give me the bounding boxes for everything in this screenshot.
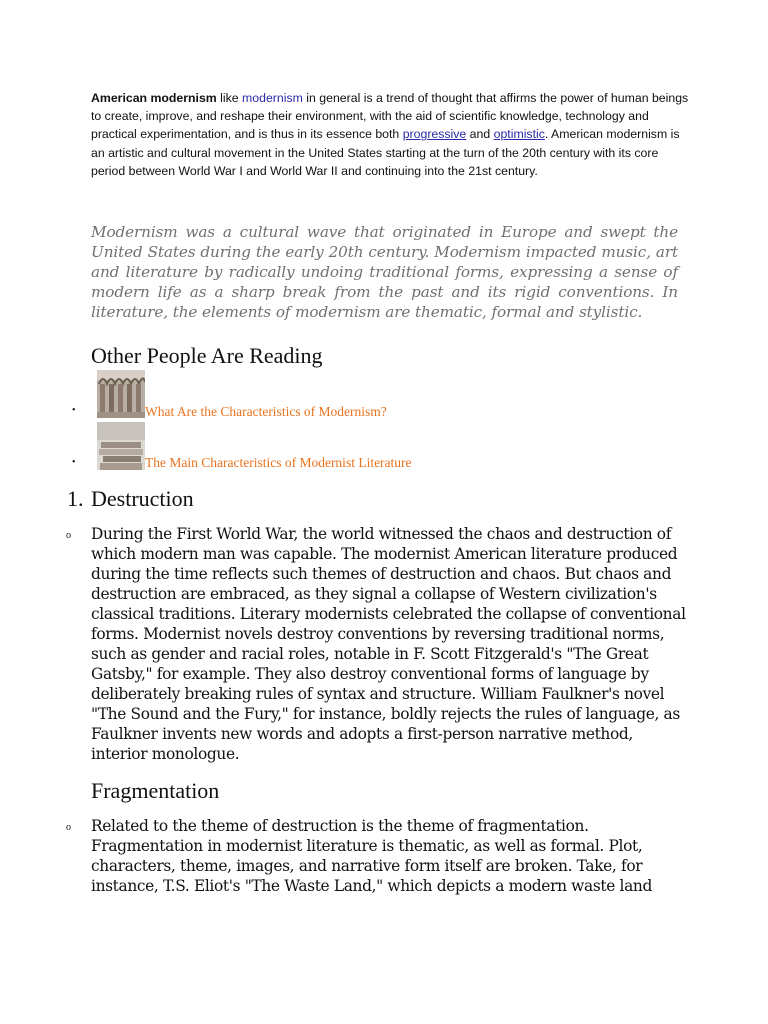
optimistic-link[interactable]: optimistic [493,127,545,142]
intro-text-2: in general is a trend of thought that affirms the power of human beings to create, improve, and reshape their environment, with the aid of scientific knowledge, technology and practical experimentation, and is thus in its essence both [91,91,689,142]
section-heading-fragmentation: Fragmentation [91,778,220,803]
intro-text-3: and [466,127,494,142]
circle-bullet: o [66,822,71,833]
circle-bullet: o [66,530,71,541]
intro-text-4: . American modernism is an artistic and cultural movement in the United States starting at the turn of the 20th century with its core period between World War I and World War II and continuing into the 21st century. [91,127,680,178]
related-article-item[interactable] [0,370,700,422]
section-heading-destruction: Destruction [91,486,194,511]
modernism-link[interactable]: modernism [242,91,303,105]
intro-lead-bold: American modernism [91,91,217,105]
intro-paragraph [91,89,691,180]
related-article-link[interactable]: What Are the Characteristics of Modernism? [145,404,387,419]
other-reading-heading: Other People Are Reading [91,343,323,368]
intro-text-1: like [216,91,243,105]
related-article-link[interactable]: The Main Characteristics of Modernist Literature [145,455,412,470]
fragmentation-paragraph: Related to the theme of destruction is the theme of fragmentation. Fragmentation in modernist literature is thematic, as well as formal. Plot, characters, theme, images, and narrative form itself are broken. Take, for instance, T.S. Eliot's "The Waste Land," which depicts a modern waste land [91,817,652,895]
books-photo-icon[interactable] [97,422,145,470]
columns-photo-icon[interactable] [97,370,145,418]
related-article-item[interactable] [0,422,700,474]
bullet-glyph: • [72,457,76,468]
bullet-glyph: • [72,405,76,416]
progressive-link[interactable]: progressive [402,127,467,142]
summary-quote: Modernism was a cultural wave that originated in Europe and swept the United States during the early 20th century. Modernism impacted music, art and literature by radically undoing traditional forms, expressing a sense of modern life as a sharp break from the past and its rigid conventions. In literature, the elements of modernism are thematic, formal and stylistic. [91,223,678,321]
section-number: 1. [67,486,84,511]
destruction-paragraph: During the First World War, the world witnessed the chaos and destruction of which modern man was capable. The modernist American literature produced during the time reflects such themes of destruction and chaos. But chaos and destruction are embraced, as they signal a collapse of Western civilization's classical traditions. Literary modernists celebrated the collapse of conventional forms. Modernist novels destroy conventions by reversing traditional norms, such as gender and racial roles, notable in F. Scott Fitzgerald's "The Great Gatsby," for example. They also destroy conventional forms of language by deliberately breaking rules of syntax and structure. William Faulkner's novel "The Sound and the Fury," for instance, boldly rejects the rules of language, as Faulkner invents new words and adopts a first-person narrative method, interior monologue. [91,525,686,763]
